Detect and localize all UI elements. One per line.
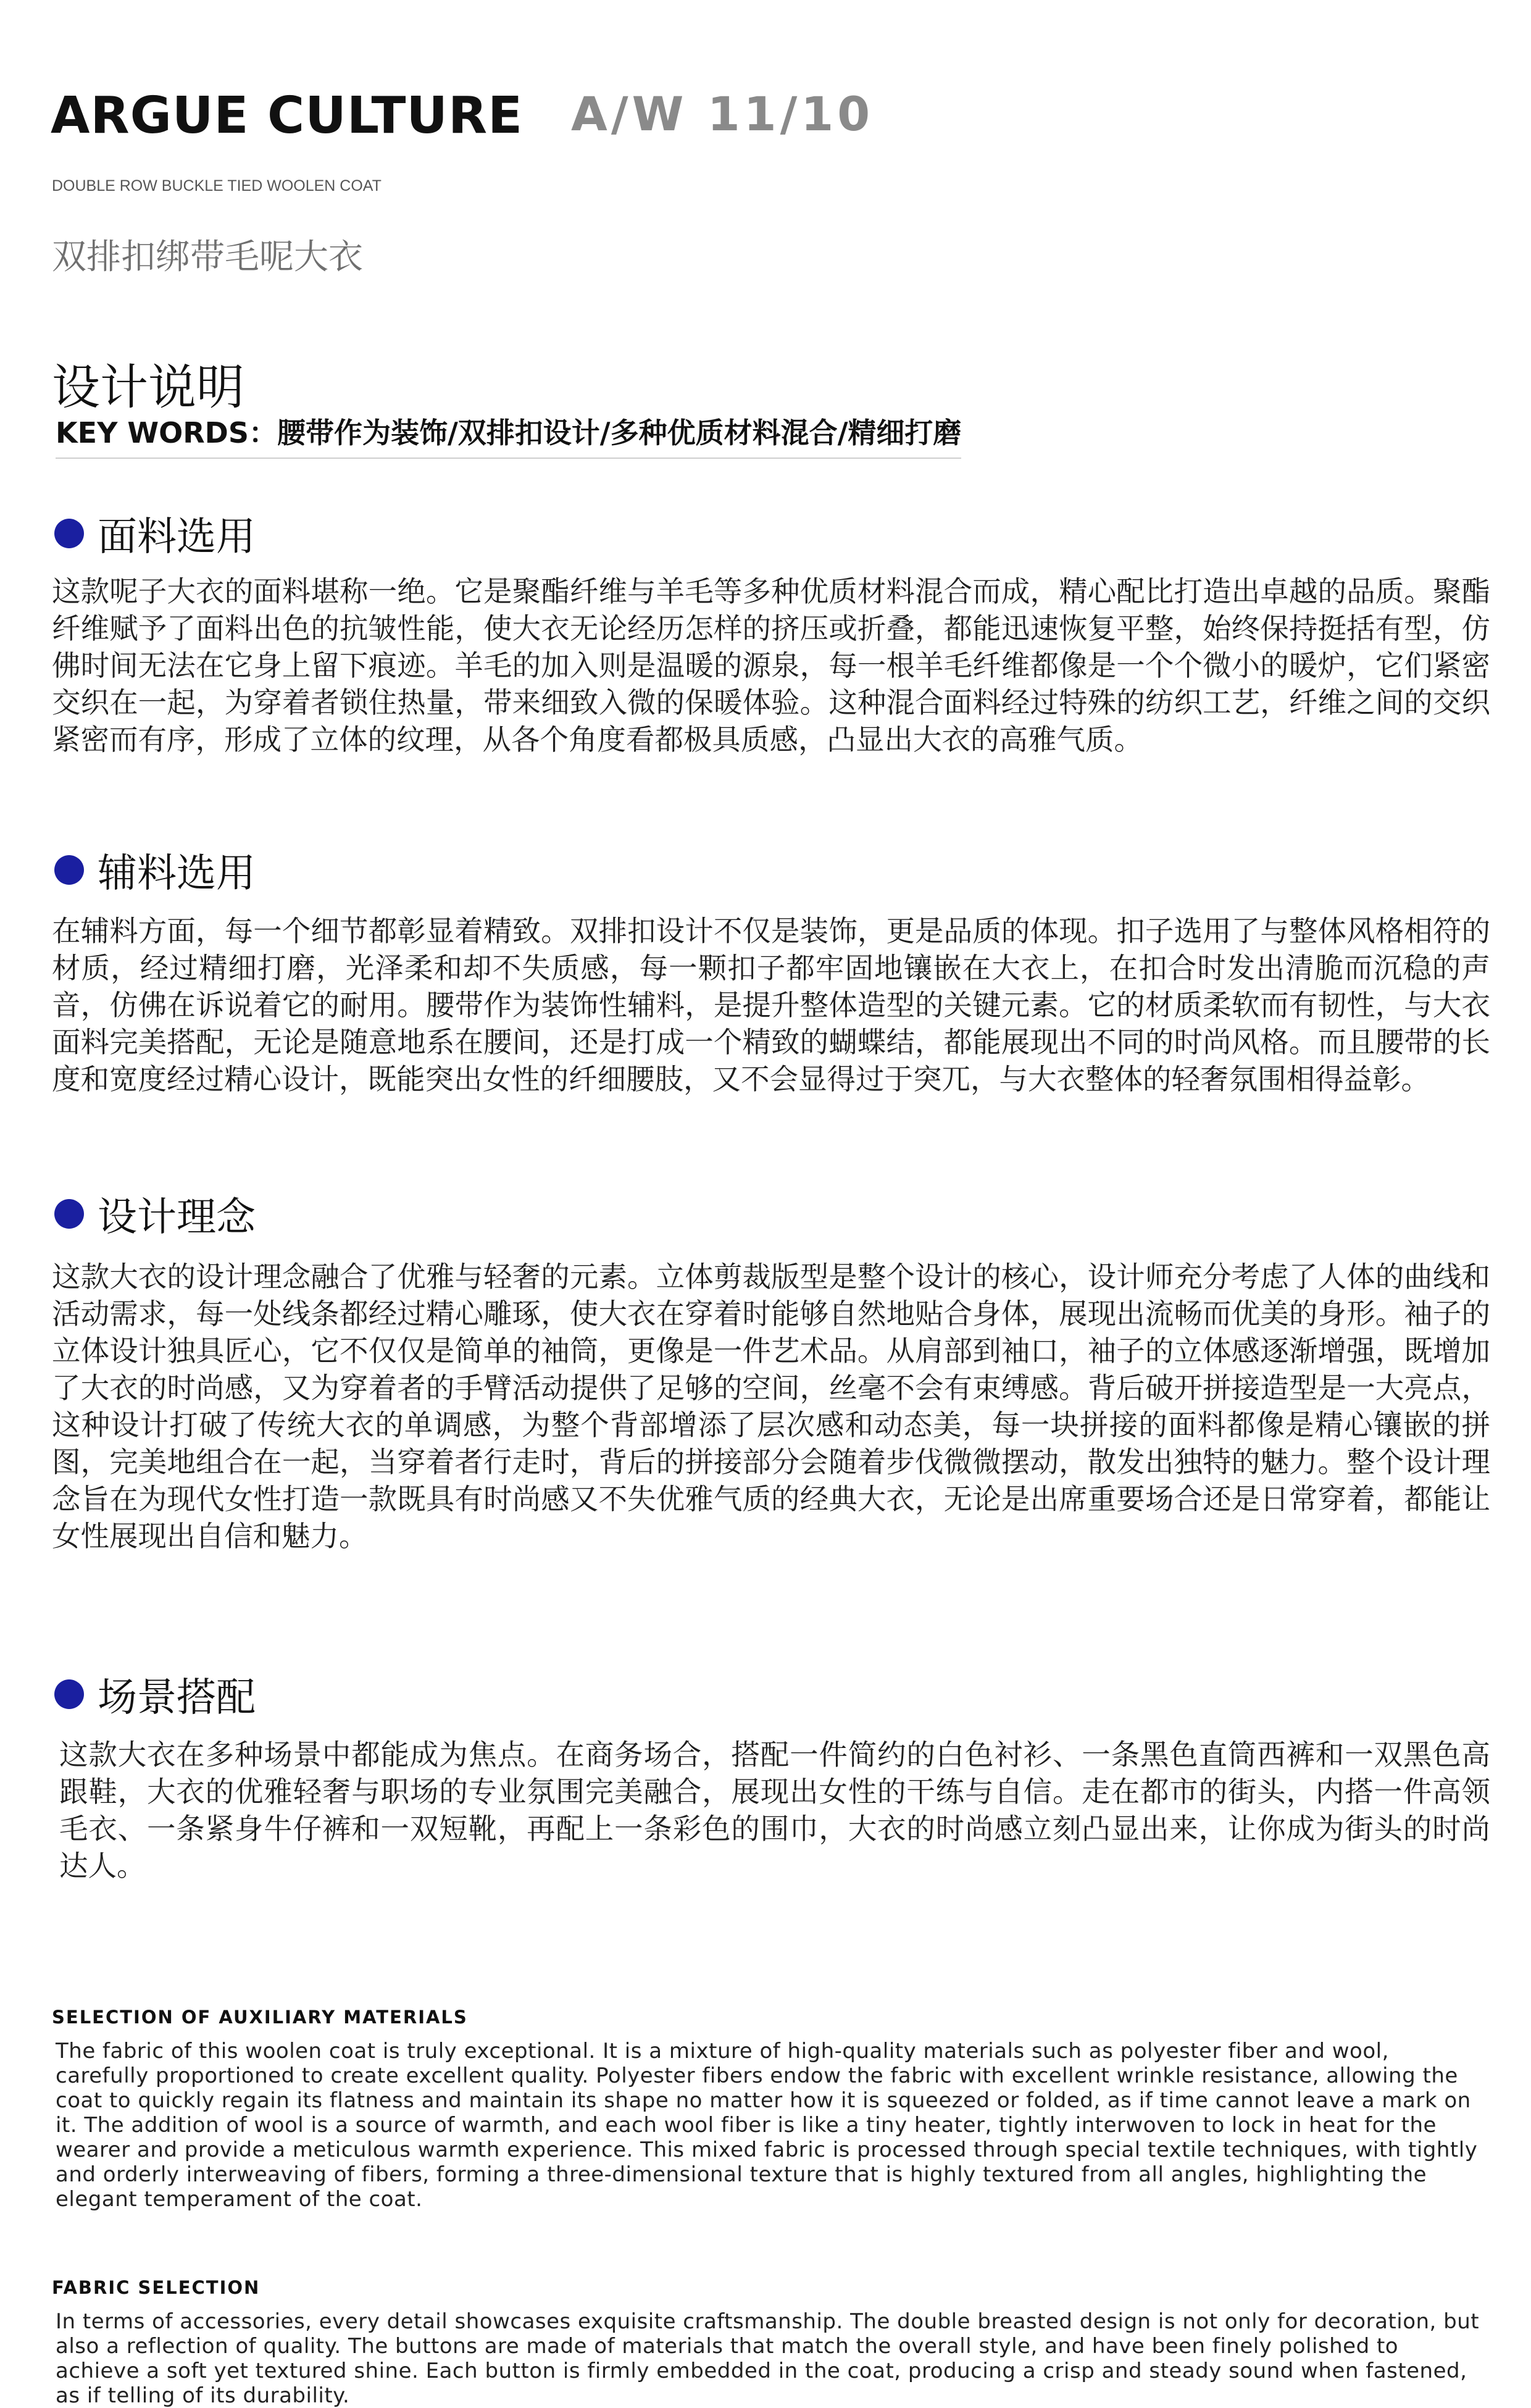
product-name-en: DOUBLE ROW BUCKLE TIED WOOLEN COAT — [52, 177, 382, 194]
keywords-line: KEY WORDS：腰带作为装饰/双排扣设计/多种优质材料混合/精细打磨 — [56, 411, 961, 459]
section-body-scenes: 这款大衣在多种场景中都能成为焦点。在商务场合，搭配一件简约的白色衬衫、一条黑色直筒西裤和一双黑色高跟鞋，大衣的优雅轻奢与职场的专业氛围完美融合，展现出女性的干练与自信。走在都市的街头，内搭一件高领毛衣、一条紧身牛仔裤和一双短靴，再配上一条彩色的围巾，大衣的时尚感立刻凸显出来，让你成为街头的时尚达人。 — [59, 1738, 1490, 1883]
bullet-dot-icon — [54, 855, 84, 885]
section-title: 场景搭配 — [98, 1675, 256, 1721]
section-heading-concept — [54, 1185, 256, 1242]
bullet-dot-icon — [54, 1199, 84, 1229]
brand-title: ARGUE CULTURE — [51, 86, 524, 145]
section-heading-fabric — [54, 505, 256, 562]
english-body-fabric: In terms of accessories, every detail showcases exquisite craftsmanship. The double breasted design is not only for decoration, but also a reflection of quality. The buttons are made of materials that match the overall style, and have been finely polished to achieve a soft yet textured shine. Each button is firmly embedded in the coat, producing a crisp and steady sound when fastened, as if telling of its durability. — [56, 2309, 1480, 2408]
english-heading-auxiliary: SELECTION OF AUXILIARY MATERIALS — [52, 2007, 468, 2028]
section-body-concept: 这款大衣的设计理念融合了优雅与轻奢的元素。立体剪裁版型是整个设计的核心，设计师充分考虑了人体的曲线和活动需求，每一处线条都经过精心雕琢，使大衣在穿着时能够自然地贴合身体，展现出流畅而优美的身形。袖子的立体设计独具匠心，它不仅仅是简单的袖筒，更像是一件艺术品。从肩部到袖口，袖子的立体感逐渐增强，既增加了大衣的时尚感，又为穿着者的手臂活动提供了足够的空间，丝毫不会有束缚感。背后破开拼接造型是一大亮点，这种设计打破了传统大衣的单调感，为整个背部增添了层次感和动态美，每一块拼接的面料都像是精心镶嵌的拼图，完美地组合在一起，当穿着者行走时，背后的拼接部分会随着步伐微微摆动，散发出独特的魅力。整个设计理念旨在为现代女性打造一款既具有时尚感又不失优雅气质的经典大衣，无论是出席重要场合还是日常穿着，都能让女性展现出自信和魅力。 — [52, 1260, 1490, 1553]
bullet-dot-icon — [54, 1679, 84, 1709]
design-title: 设计说明 — [52, 360, 245, 416]
section-heading-scenes — [54, 1666, 256, 1723]
bullet-dot-icon — [54, 519, 84, 548]
season-label: A/W 11/10 — [571, 86, 874, 141]
section-body-fabric: 这款呢子大衣的面料堪称一绝。它是聚酯纤维与羊毛等多种优质材料混合而成，精心配比打造出卓越的品质。聚酯纤维赋予了面料出色的抗皱性能，使大衣无论经历怎样的挤压或折叠，都能迅速恢复平整，始终保持挺括有型，仿佛时间无法在它身上留下痕迹。羊毛的加入则是温暖的源泉，每一根羊毛纤维都像是一个个微小的暖炉，它们紧密交织在一起，为穿着者锁住热量，带来细致入微的保暖体验。这种混合面料经过特殊的纺织工艺，纤维之间的交织紧密而有序，形成了立体的纹理，从各个角度看都极具质感，凸显出大衣的高雅气质。 — [52, 575, 1490, 756]
section-title: 辅料选用 — [98, 851, 256, 897]
section-title: 面料选用 — [98, 514, 256, 560]
english-heading-fabric: FABRIC SELECTION — [52, 2277, 261, 2298]
product-name-cn: 双排扣绑带毛呢大衣 — [52, 237, 363, 277]
english-body-auxiliary: The fabric of this woolen coat is truly exceptional. It is a mixture of high-quality materials such as polyester fiber and wool, carefully proportioned to create excellent quality. Polyester fibers endow the fabric with excellent wrinkle resistance, allowing the coat to quickly regain its flatness and maintain its shape no matter how it is squeezed or folded, as if time cannot leave a mark on it. The addition of wool is a source of warmth, and each wool fiber is like a tiny heater, tightly interwoven to lock in heat for the wearer and provide a meticulous warmth experience. This mixed fabric is processed through special textile techniques, with tightly and orderly interweaving of fibers, forming a three-dimensional texture that is highly textured from all angles, highlighting the elegant temperament of the coat. — [56, 2039, 1478, 2212]
section-body-accessories: 在辅料方面，每一个细节都彰显着精致。双排扣设计不仅是装饰，更是品质的体现。扣子选用了与整体风格相符的材质，经过精细打磨，光泽柔和却不失质感，每一颗扣子都牢固地镶嵌在大衣上，在扣合时发出清脆而沉稳的声音，仿佛在诉说着它的耐用。腰带作为装饰性辅料，是提升整体造型的关键元素。它的材质柔软而有韧性，与大衣面料完美搭配，无论是随意地系在腰间，还是打成一个精致的蝴蝶结，都能展现出不同的时尚风格。而且腰带的长度和宽度经过精心设计，既能突出女性的纤细腰肢，又不会显得过于突兀，与大衣整体的轻奢氛围相得益彰。 — [52, 914, 1490, 1096]
section-heading-accessories — [54, 842, 256, 898]
section-title: 设计理念 — [98, 1195, 256, 1240]
